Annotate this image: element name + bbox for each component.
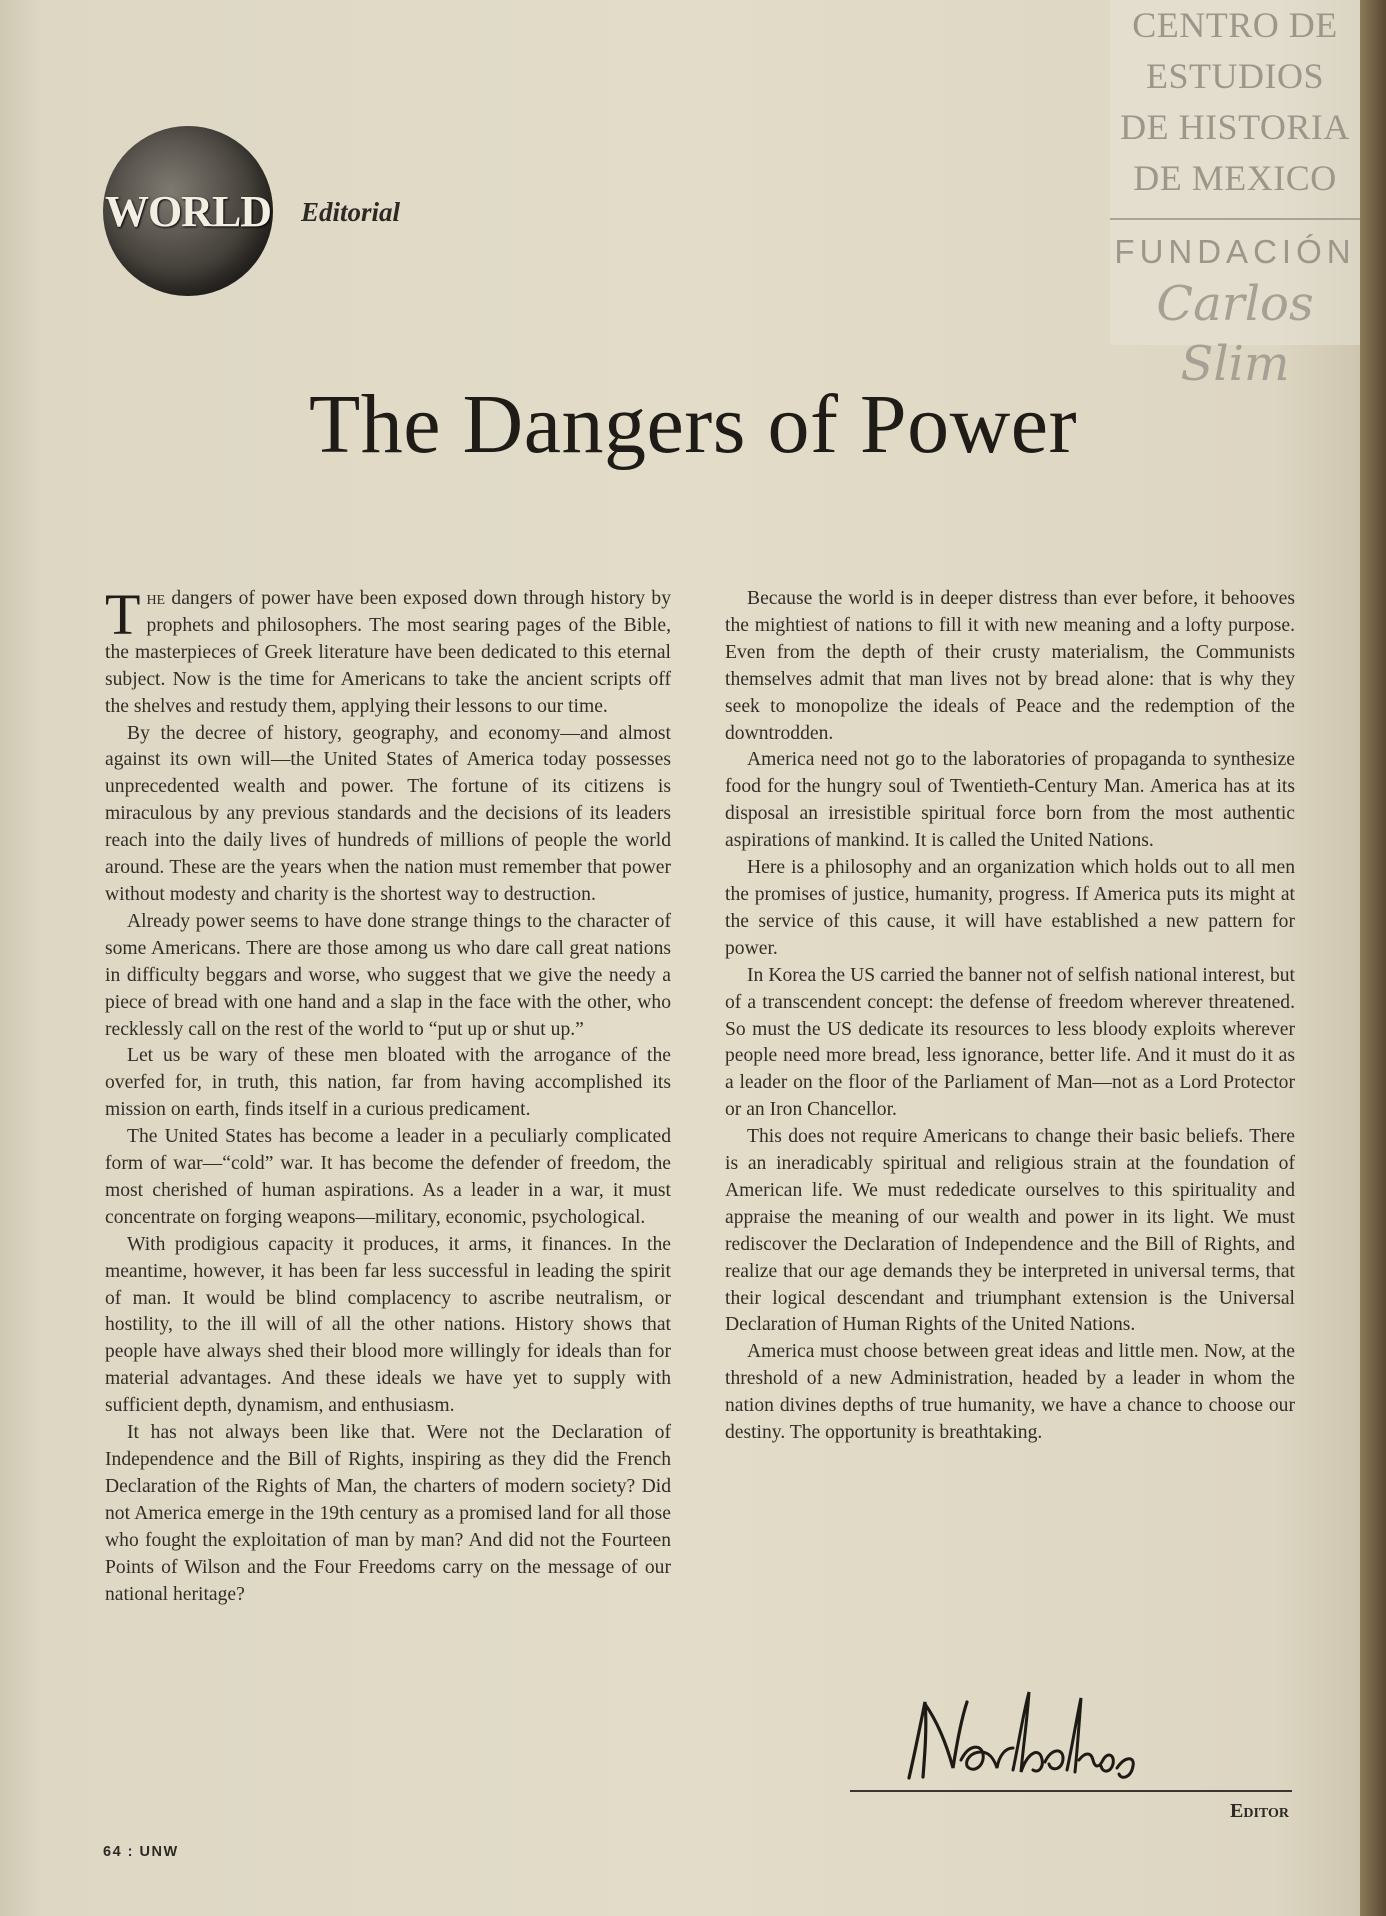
- paragraph-text: dangers of power have been exposed down through history by prophets and philosophers. The most searing pages of the Bible, the masterpieces of Greek literature have been dedicated to this eternal subject. Now is the time for Americans to take the ancient scripts off the shelves and restudy them, applying their lessons to our time.: [105, 588, 671, 717]
- world-logo: [103, 126, 273, 296]
- section-label: Editorial: [301, 197, 401, 227]
- article-paragraph: It has not always been like that. Were not the Declaration of Independence and the Bill of Rights, inspiring as they did the French Declaration of the Rights of Man, the charters of modern society? Did not America emerge in the 19th century as a promised land for all those who fought the exploitation of man by man? And did not the Fourteen Points of Wilson and the Four Freedoms carry on the message of our national heritage?: [105, 1422, 671, 1605]
- signature-rule: [850, 1790, 1292, 1792]
- article-paragraph: The United States has become a leader in a peculiarly complicated form of war—“cold” war. It has become the defender of freedom, the most cherished of human aspirations. As a leader in a war, it must concentrate on forging weapons—military, economic, psychological.: [105, 1126, 671, 1228]
- watermark-signature: Carlos Slim: [1156, 276, 1314, 392]
- drop-cap: T: [105, 582, 141, 647]
- watermark-divider: [1110, 218, 1360, 220]
- lead-in-smallcaps: he: [146, 588, 166, 609]
- article-paragraph: America must choose between great ideas and little men. Now, at the threshold of a new Administration, headed by a leader in whom the nation divines depths of true humanity, we have a chance to choose our destiny. The opportunity is breathtaking.: [725, 1341, 1295, 1444]
- article-column-left: [105, 582, 671, 1608]
- article-paragraph: Here is a philosophy and an organization which holds out to all men the promises of justice, humanity, progress. If America puts its might at the service of this cause, it will have established a new pattern for power.: [725, 857, 1295, 959]
- logo-text: WORLD: [104, 187, 272, 236]
- watermark-line: CENTRO DE: [1132, 5, 1338, 45]
- article-paragraph: Let us be wary of these men bloated with the arrogance of the overfed for, in truth, this nation, far from having accomplished its mission on earth, finds itself in a curious predicament.: [105, 1045, 671, 1121]
- article-paragraph: Already power seems to have done strange things to the character of some Americans. There are those among us who dare call great nations in difficulty beggars and worse, who suggest that we give the needy a piece of bread with one hand and a slap in the face with the other, who recklessly call on the rest of the world to “put up or shut up.”: [105, 910, 671, 1040]
- watermark-line: ESTUDIOS: [1145, 56, 1324, 96]
- article-column-right: [725, 586, 1295, 1447]
- article-title: The Dangers of Power: [308, 378, 1078, 471]
- editor-label: Editor: [1230, 1800, 1289, 1822]
- article-paragraph: With prodigious capacity it produces, it arms, it finances. In the meantime, however, it has been far less successful in leading the spirit of man. It would be blind complacency to ascribe neutralism, or hostility, to the ill will of all the other nations. History shows that people have always shed their blood more willingly for ideals than for material advantages. And these ideals we have yet to supply with sufficient depth, dynamism, and enthusiasm.: [105, 1233, 671, 1417]
- watermark-line: DE MEXICO: [1133, 158, 1337, 198]
- article-paragraph: Because the world is in deeper distress than ever before, it behooves the mightiest of nations to fill it with new meaning and a lofty purpose. Even from the depth of their crusty materialism, the Communists themselves admit that man lives not by bread alone: that is why they seek to monopolize the ideals of Peace and the redemption of the downtrodden.: [725, 588, 1295, 744]
- page-number: 64 : UNW: [103, 1844, 179, 1860]
- article-paragraph: In Korea the US carried the banner not of selfish national interest, but of a transcendent concept: the defense of freedom wherever threatened. So must the US dedicate its resources to less bloody exploits wherever people need more bread, less ignorance, better life. And it must do it as a leader on the floor of the Parliament of Man—not as a Lord Protector or an Iron Chancellor.: [725, 964, 1295, 1121]
- watermark-line: DE HISTORIA: [1120, 107, 1350, 147]
- article-paragraph: By the decree of history, geography, and economy—and almost against its own will—the United States of America today possesses unprecedented wealth and power. The fortune of its citizens is miraculous by any previous standards and the decisions of its leaders reach into the daily lives of hundreds of millions of people the world around. These are the years when the nation must remember that power without modesty and charity is the shortest way to destruction.: [105, 722, 671, 905]
- editor-signature: [895, 1682, 1155, 1792]
- article-paragraph: [105, 582, 671, 721]
- article-paragraph: America need not go to the laboratories of propaganda to synthesize food for the hungry soul of Twentieth-Century Man. America has at its disposal an irresistible spiritual force born from the most authentic aspirations of mankind. It is called the United Nations.: [725, 749, 1295, 852]
- archive-watermark: [1110, 0, 1360, 392]
- article-paragraph: This does not require Americans to change their basic beliefs. There is an ineradicably spiritual and religious strain at the foundation of American life. We must rededicate ourselves to this spirituality and appraise the meaning of our wealth and power in its light. We must rediscover the Declaration of Independence and the Bill of Rights, and realize that our age demands they be interpreted in universal terms, that their logical descendant and triumphant extension is the Universal Declaration of Human Rights of the United Nations.: [725, 1126, 1295, 1336]
- watermark-foundation: FUNDACIÓN: [1114, 233, 1356, 270]
- binding-edge: [1360, 0, 1386, 1916]
